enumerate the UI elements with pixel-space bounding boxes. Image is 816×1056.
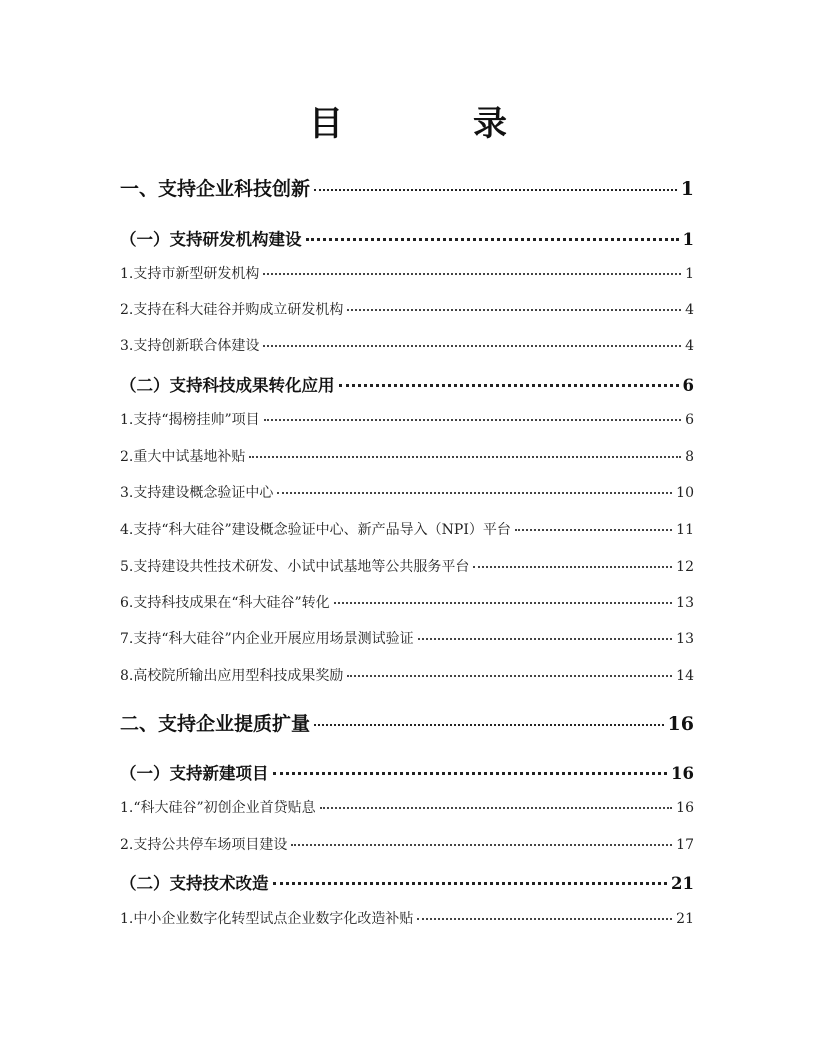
dot-leader [320,807,673,809]
dot-leader [249,456,681,458]
toc-entry-page: 10 [676,485,694,501]
toc-entry-level3[interactable] [120,482,694,502]
toc-entry-label: 3.支持创新联合体建设 [120,338,260,354]
dot-leader [263,273,681,275]
toc-entry-label: （一）支持研发机构建设 [120,230,302,249]
toc-entry-label: 2.重大中试基地补贴 [120,449,246,465]
toc-entry-page: 21 [676,911,694,927]
toc-entry-level3[interactable] [120,908,694,928]
toc-entry-page: 4 [685,338,694,354]
dot-leader [347,309,681,311]
toc-entry-level3[interactable] [120,409,694,429]
dot-leader [417,918,672,920]
toc-entry-page: 16 [671,764,694,783]
toc-entry-level3[interactable] [120,519,694,539]
toc-entry-level2[interactable] [120,226,694,250]
toc-entry-page: 1 [682,230,694,249]
toc-entry-level3[interactable] [120,299,694,319]
toc-entry-label: （二）支持科技成果转化应用 [120,376,335,395]
dot-leader [515,529,672,531]
toc-entry-level1[interactable] [120,174,694,201]
toc-entry-level2[interactable] [120,372,694,396]
toc-entry-page: 12 [676,559,694,575]
dot-leader [418,638,673,640]
toc-entry-level3[interactable] [120,628,694,648]
toc-entry-page: 16 [667,713,694,735]
toc-entry-level3[interactable] [120,797,694,817]
toc-entry-page: 21 [671,874,694,893]
toc-entry-label: 一、支持企业科技创新 [120,178,311,200]
toc-entry-label: 8.高校院所输出应用型科技成果奖励 [120,668,344,684]
toc-entry-level2[interactable] [120,870,694,894]
dot-leader [273,882,668,885]
toc-entry-page: 1 [685,266,694,282]
toc-entry-page: 6 [685,412,694,428]
dot-leader [314,189,677,191]
toc-entry-label: （二）支持技术改造 [120,874,269,893]
toc-entry-level3[interactable] [120,665,694,685]
dot-leader [273,772,668,775]
toc-entry-label: （一）支持新建项目 [120,764,269,783]
toc-entry-page: 13 [676,631,694,647]
dot-leader [339,384,679,387]
dot-leader [263,345,681,347]
toc-entry-level1[interactable] [120,709,694,736]
toc-entry-level3[interactable] [120,834,694,854]
dot-leader [473,566,672,568]
toc-entry-level3[interactable] [120,592,694,612]
dot-leader [334,602,673,604]
toc-entry-page: 8 [685,449,694,465]
toc-entry-level3[interactable] [120,446,694,466]
dot-leader [314,724,664,726]
toc-entry-label: 4.支持“科大硅谷”建设概念验证中心、新产品导入（NPI）平台 [120,522,511,538]
toc-entry-label: 1.支持市新型研发机构 [120,266,260,282]
toc-entry-page: 11 [676,522,694,538]
toc-entry-page: 13 [676,595,694,611]
toc-entry-page: 17 [676,837,694,853]
toc-entry-level3[interactable] [120,335,694,355]
toc-entry-label: 7.支持“科大硅谷”内企业开展应用场景测试验证 [120,631,414,647]
toc-entry-label: 2.支持在科大硅谷并购成立研发机构 [120,302,344,318]
toc-entry-page: 4 [685,302,694,318]
toc-entry-label: 1.“科大硅谷”初创企业首贷贴息 [120,800,316,816]
dot-leader [306,238,679,241]
toc-entry-label: 2.支持公共停车场项目建设 [120,837,288,853]
page-title: 目 录 [309,104,555,144]
toc-entry-label: 3.支持建设概念验证中心 [120,485,274,501]
dot-leader [277,492,672,494]
toc-entry-label: 6.支持科技成果在“科大硅谷”转化 [120,595,330,611]
toc-entry-level3[interactable] [120,263,694,283]
toc-entry-page: 14 [676,668,694,684]
dot-leader [347,675,672,677]
toc-entry-level3[interactable] [120,556,694,576]
toc-entry-label: 5.支持建设共性技术研发、小试中试基地等公共服务平台 [120,559,470,575]
toc-entry-label: 1.支持“揭榜挂帅”项目 [120,412,260,428]
dot-leader [291,844,672,846]
toc-entry-level2[interactable] [120,760,694,784]
toc-entry-label: 二、支持企业提质扩量 [120,713,311,735]
dot-leader [264,419,681,421]
toc-entry-page: 16 [676,800,694,816]
toc-entry-label: 1.中小企业数字化转型试点企业数字化改造补贴 [120,911,414,927]
toc-entry-page: 6 [682,376,694,395]
toc-entry-page: 1 [680,178,694,200]
